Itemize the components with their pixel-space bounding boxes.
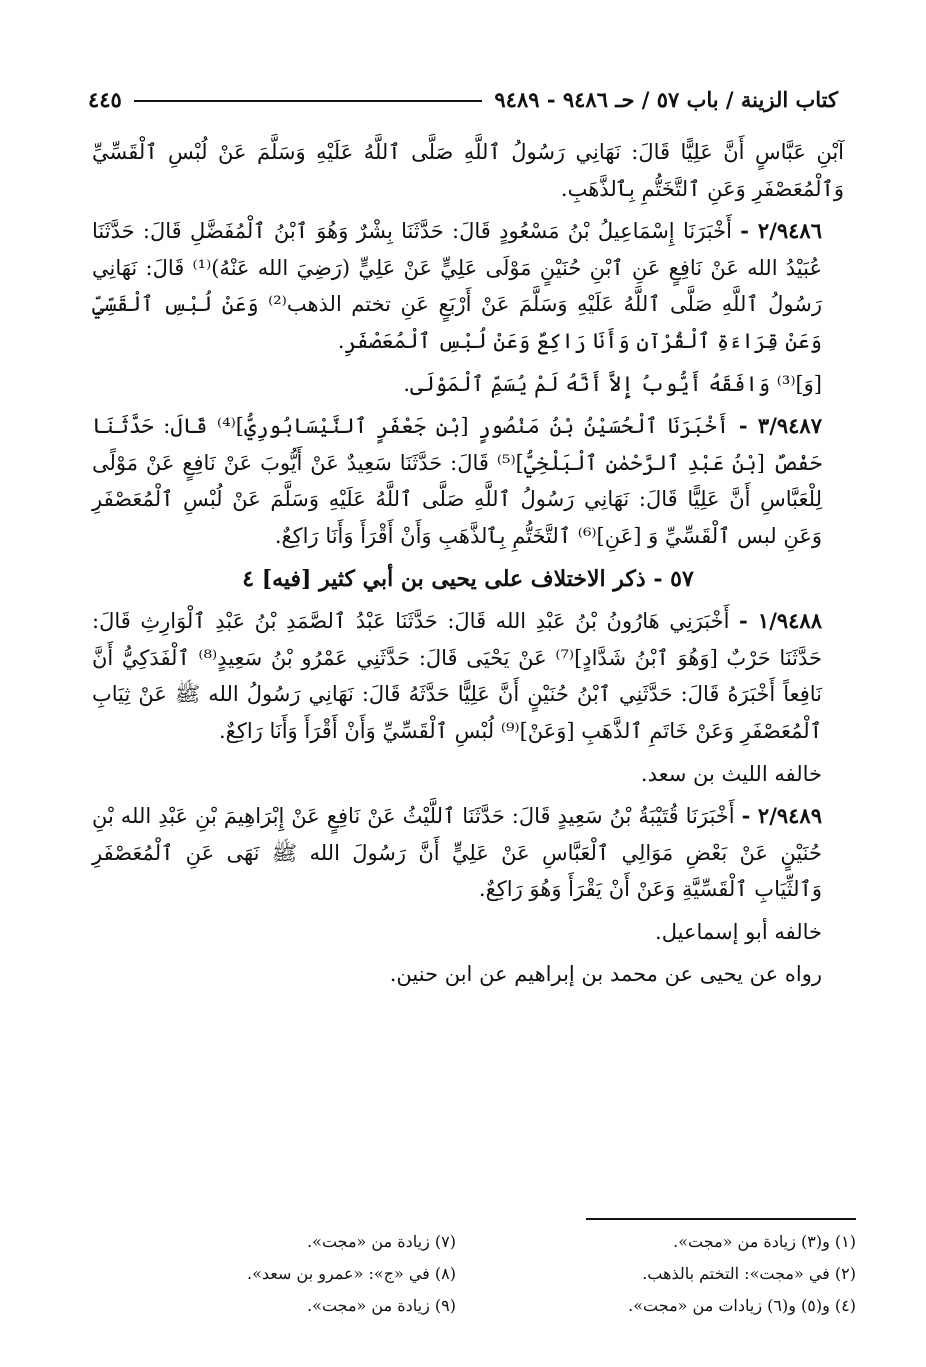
page-number: ٤٤٥ <box>88 86 122 112</box>
hadith-text: أَخْبَرَنَا قُتَيْبَةُ بْنُ سَعِيدٍ قَالَ: حَدَّثَنَا ٱللَّيْثُ عَنْ نَافِعٍ عَنْ إِبْرَاهِيمَ بْنِ عَبْدِ الله بْنِ حُنَيْنٍ عَنْ بَعْضِ مَوَالِي ٱلْعَبَّاسِ عَنْ عَلِيٍّ أَنَّ رَسُولَ الله ﷺ نَهَى عَنِ ٱلْمُعَصْفَرِ وَٱلثِّيَابِ ٱلْقَسِّيَّةِ وَعَنْ أَنْ يَقْرَأَ وَهُوَ رَاكِعٌ. <box>92 804 822 902</box>
hadith-9488 <box>92 603 844 749</box>
main-text <box>92 134 844 999</box>
hadith-text: أَخْبَرَنَا ٱلْحُسَيْنُ بْنُ مَنْصُورٍ [بْنِ جَعْفَرٍ ٱلنَّيْسَابُورِيُّ]⁽⁴⁾ قَالَ: حَدَّثَنَا حَفْصٌ [بْنُ عَبْدِ ٱلرَّحْمٰنِ ٱلْبَلْخِيُّ]⁽⁵⁾ قَالَ: حَدَّثَنَا سَعِيدٌ عَنْ أَيُّوبَ عَنْ نَافِعٍ عَنْ مَوْلًى لِلْعَبَّاسِ أَنَّ عَلِيًّا قَالَ: نَهَانِي رَسُولُ ٱللَّهِ صَلَّى ٱللَّهُ عَلَيْهِ وَسَلَّمَ عَنْ لُبْسِ ٱلْمُعَصْفَرِ وَعَنِ لبس ٱلْقَسِّيِّ وَ [عَنِ]⁽⁶⁾ ٱلتَّخَتُّمِ بِٱلذَّهَبِ وَأَنْ أَقْرَأَ وَأَنَا رَاكِعٌ. <box>92 414 822 548</box>
footnote-item: (٢) في «مجت»: التختم بالذهب. <box>642 1264 856 1283</box>
footnote-item: (٨) في «ج»: «عمرو بن سعد». <box>247 1264 456 1283</box>
footnote-column-left <box>156 1226 456 1322</box>
note-paragraph: [وَ]⁽³⁾ وَافَقَهُ أَيُّوبُ إِلاَّ أَنَّهُ لَمْ يُسَمِّ ٱلْمَوْلَى. <box>403 371 822 396</box>
footnote-rule <box>586 1218 856 1220</box>
header-rule <box>134 100 483 102</box>
hadith-number: ١/٩٤٨٨ - <box>738 608 822 634</box>
hadith-9487 <box>92 408 844 554</box>
running-header <box>88 82 838 116</box>
hadith-9486 <box>92 213 844 359</box>
hadith-text: أَخْبَرَنَا إِسْمَاعِيلُ بْنُ مَسْعُودٍ قَالَ: حَدَّثَنَا بِشْرٌ وَهُوَ ٱبْنُ ٱلْمُفَضَّلِ قَالَ: حَدَّثَنَا عُبَيْدُ الله عَنْ نَافِعٍ عَنِ ٱبْنِ حُنَيْنٍ مَوْلَى عَلِيٍّ عَنْ عَلِيٍّ (رَضِيَ الله عَنْهُ)⁽¹⁾ قَالَ: نَهَانِي رَسُولُ ٱللَّهِ صَلَّى ٱللَّهُ عَلَيْهِ وَسَلَّمَ عَنْ أَرْبَعٍ عَنِ تختم الذهب⁽²⁾ وَعَنْ لُبْسِ ٱلْقَسِّيِّ وَعَنْ قِرَاءَةِ ٱلْقُرْآنِ وَأَنَا رَاكِعٌ وَعَنْ لُبْسِ ٱلْمُعَصْفَرِ. <box>92 219 822 353</box>
note-paragraph: خالفه أبو إسماعيل. <box>655 919 822 944</box>
footnote-item: (٧) زيادة من «مجت». <box>307 1232 456 1251</box>
note-paragraph: خالفه الليث بن سعد. <box>640 761 822 786</box>
footnotes <box>100 1218 856 1318</box>
footnote-item: (٤) و(٥) و(٦) زيادات من «مجت». <box>628 1296 856 1315</box>
hadith-number: ٢/٩٤٨٩ - <box>741 803 822 829</box>
footnote-item: (٩) زيادة من «مجت». <box>307 1296 456 1315</box>
footnote-column-right <box>556 1226 856 1322</box>
paragraph-continuation: آبْنِ عَبَّاسٍ أَنَّ عَلِيًّا قَالَ: نَهَانِي رَسُولُ ٱللَّهِ صَلَّى ٱللَّهُ عَلَيْهِ وَسَلَّمَ عَنْ لُبْسِ ٱلْقَسِّيِّ وَٱلْمُعَصْفَرِ وَعَنِ ٱلتَّخَتُّمِ بِٱلذَّهَبِ. <box>92 140 844 201</box>
chapter-heading: ٥٧ - ذكر الاختلاف على يحيى بن أبي كثير [فيه] ٤ <box>242 565 694 592</box>
note-paragraph: رواه عن يحيى عن محمد بن إبراهيم عن ابن حنين. <box>389 962 822 987</box>
running-title: كتاب الزينة / باب ٥٧ / حـ ٩٤٨٦ - ٩٤٨٩ <box>494 86 838 112</box>
footnote-item: (١) و(٣) زيادة من «مجت». <box>673 1232 856 1251</box>
hadith-number: ٢/٩٤٨٦ - <box>740 218 822 244</box>
hadith-number: ٣/٩٤٨٧ - <box>738 413 822 439</box>
hadith-9489 <box>92 798 844 908</box>
hadith-text: أَخْبَرَنِي هَارُونُ بْنُ عَبْدِ الله قَالَ: حَدَّثَنَا عَبْدُ ٱلصَّمَدِ بْنُ عَبْدِ ٱلْوَارِثِ قَالَ: حَدَّثَنَا حَرْبٌ [وَهُوَ ٱبْنُ شَدَّادٍ]⁽⁷⁾ عَنْ يَحْيَى قَالَ: حَدَّثَنِي عَمْرُو بْنُ سَعِيدٍ⁽⁸⁾ ٱلْفَدَكِيُّ أَنَّ نَافِعاً أَخْبَرَهُ قَالَ: حَدَّثَنِي ٱبْنُ حُنَيْنٍ أَنَّ عَلِيًّا حَدَّثَهُ قَالَ: نَهَانِي رَسُولُ الله ﷺ عَنْ ثِيَابِ ٱلْمُعَصْفَرِ وَعَنْ خَاتَمِ ٱلذَّهَبِ [وَعَنْ]⁽⁹⁾ لُبْسِ ٱلْقَسِّيِّ وَأَنْ أَقْرَأَ وَأَنَا رَاكِعٌ. <box>92 609 823 743</box>
